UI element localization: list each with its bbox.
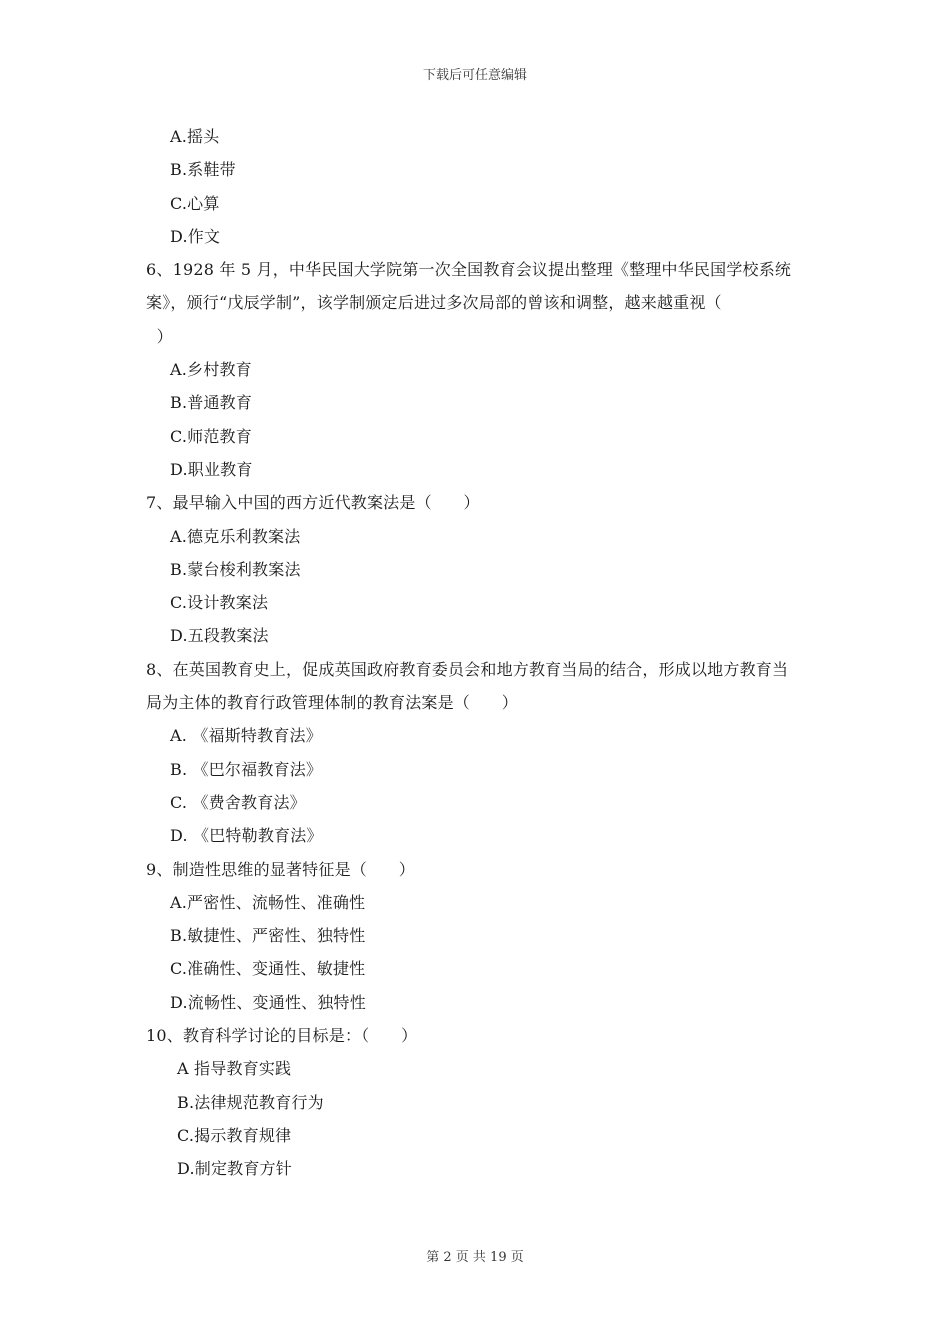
page-footer: 第 2 页 共 19 页 [426,1250,524,1265]
q8-stem-line2: 局为主体的教育行政管理体制的教育法案是（ ） [146,693,518,713]
q7-option-c: C.设计教案法 [170,593,269,613]
q8-option-c: C. 《费舍教育法》 [170,792,306,812]
q8-option-d: D. 《巴特勒教育法》 [170,826,323,846]
q10-option-a: A 指导教育实践 [177,1059,292,1079]
q5-option-b: B.系鞋带 [170,160,236,180]
q8-option-a: A. 《福斯特教育法》 [170,726,322,746]
q10-option-b: B.法律规范教育行为 [177,1092,324,1112]
q10-option-d: D.制定教育方针 [177,1159,292,1179]
q7-option-b: B.蒙台梭利教案法 [170,559,301,579]
q9-option-d: D.流畅性、变通性、独特性 [170,992,366,1012]
q8-option-b: B. 《巴尔福教育法》 [170,759,323,779]
q5-option-a: A.摇头 [170,127,220,146]
q7-option-d: D.五段教案法 [170,626,269,646]
question-list [146,120,818,1186]
q8-stem-line1: 8、在英国教育史上，促成英国政府教育委员会和地方教育当局的结合，形成以地方教育当 [146,659,789,679]
page-header: 下载后可任意编辑 [422,68,527,83]
q6-stem-line2: 案》，颁行“戊辰学制”，该学制颁定后进过多次局部的曾该和调整，越来越重视（ [146,293,722,313]
q5-option-c: C.心算 [170,193,220,213]
q6-stem-line3: ） [146,326,173,346]
q6-option-b: B.普通教育 [170,393,253,413]
q6-option-a: A.乡村教育 [170,360,252,380]
q6-option-d: D.职业教育 [170,459,253,479]
q7-option-a: A.德克乐利教案法 [170,526,301,546]
q9-option-a: A.严密性、流畅性、准确性 [170,892,366,912]
q6-option-c: C.师范教育 [170,426,252,446]
q5-option-d: D.作文 [170,226,221,246]
q10-option-c: C.揭示教育规律 [177,1125,292,1145]
q10-stem: 10、教育科学讨论的目标是：（ ） [146,1026,418,1046]
q9-option-c: C.准确性、变通性、敏捷性 [170,959,366,979]
q7-stem: 7、最早输入中国的西方近代教案法是（ ） [146,493,480,513]
q9-option-b: B.敏捷性、严密性、独特性 [170,926,366,946]
q6-stem-line1: 6、1928 年 5 月，中华民国大学院第一次全国教育会议提出整理《整理中华民国学校系统 [146,260,792,280]
q9-stem: 9、制造性思维的显著特征是（ ） [146,859,415,879]
